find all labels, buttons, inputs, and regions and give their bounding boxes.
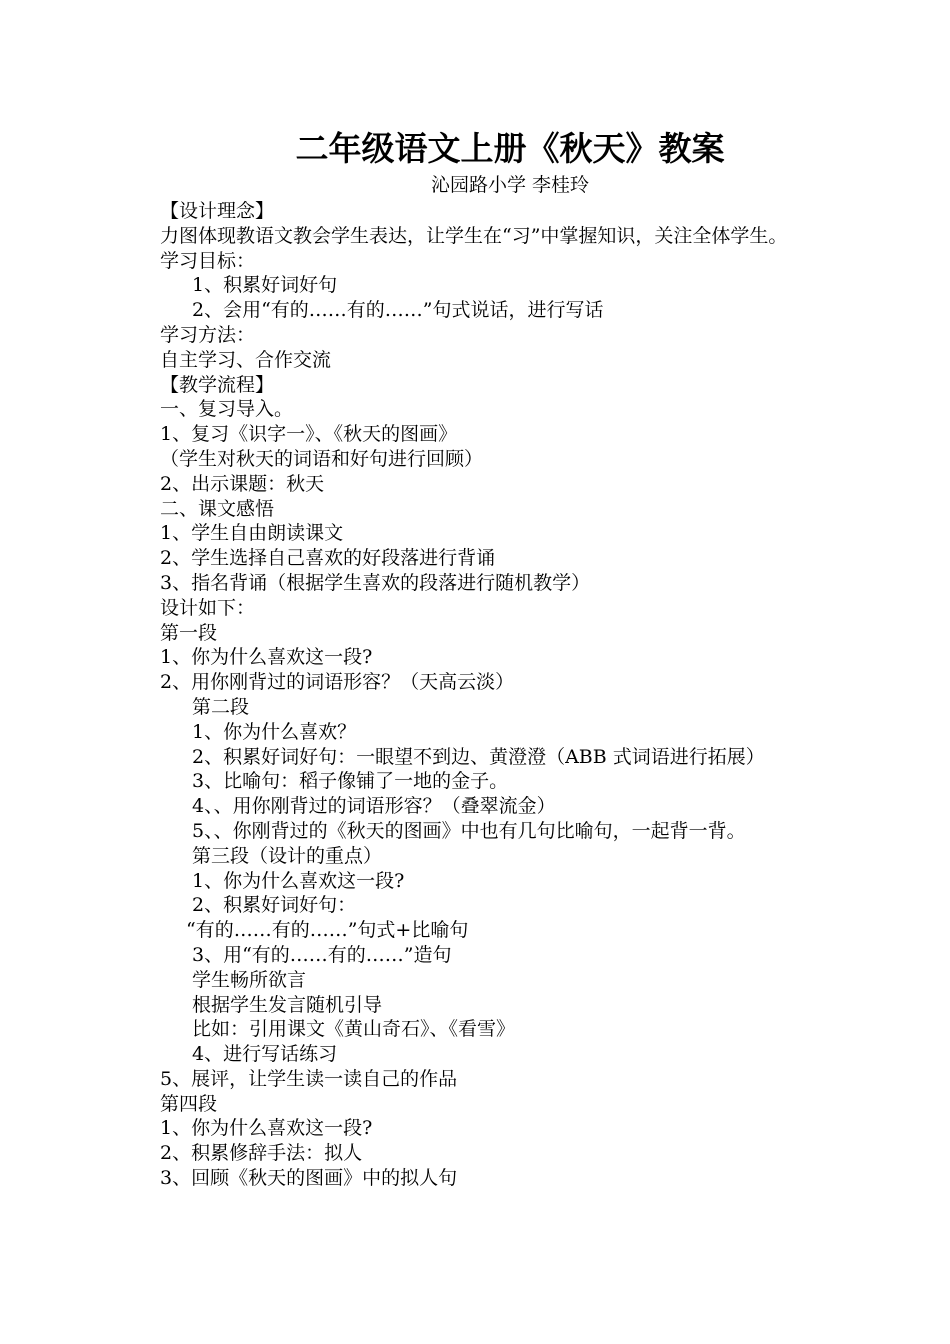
text-line: 3、回顾《秋天的图画》中的拟人句 (160, 1167, 458, 1190)
text-line: 2、出示课题：秋天 (160, 472, 325, 495)
text-line: 4、进行写话练习 (192, 1043, 338, 1066)
text-line: 学习方法： (160, 323, 256, 346)
text-line: 5、、你刚背过的《秋天的图画》中也有几句比喻句，一起背一背。 (192, 819, 746, 842)
text-line: 1、你为什么喜欢这一段? (160, 1117, 373, 1140)
document-body (0, 199, 950, 1191)
text-line: 【教学流程】 (160, 373, 275, 396)
text-line: 1、积累好词好句 (192, 274, 338, 297)
text-line: 二、课文感悟 (160, 497, 275, 520)
text-line: 设计如下： (160, 596, 256, 619)
text-line: 1、你为什么喜欢这一段? (160, 646, 373, 669)
text-line: 第四段 (160, 1092, 218, 1115)
text-line: 1、复习《识字一》、《秋天的图画》 (160, 423, 458, 446)
text-line: 2、积累修辞手法：拟人 (160, 1142, 363, 1165)
text-line: 2、积累好词好句： (192, 894, 357, 917)
text-line: 学习目标： (160, 249, 256, 272)
text-line: 2、会用“有的……有的……”句式说话，进行写话 (192, 299, 604, 322)
text-line: 3、用“有的……有的……”造句 (192, 943, 452, 966)
text-line: 3、指名背诵（根据学生喜欢的段落进行随机教学） (160, 571, 591, 594)
text-line: （学生对秋天的词语和好句进行回顾） (160, 447, 484, 470)
text-line: 1、你为什么喜欢？ (192, 720, 357, 743)
paragraph: 力图体现教语文教会学生表达，让学生在“习”中掌握知识，关注全体学生。 (160, 224, 788, 247)
text-line: 【设计理念】 (160, 200, 275, 222)
text-line: 一、复习导入。 (160, 398, 294, 421)
text-line: “有的……有的……”句式+比喻句 (186, 919, 469, 942)
text-line: 1、学生自由朗读课文 (160, 522, 344, 545)
text-line: 比如：引用课文《黄山奇石》、《看雪》 (192, 1018, 516, 1041)
text-line: 第三段（设计的重点） (192, 844, 383, 867)
text-line: 第二段 (192, 695, 250, 718)
text-line: 第一段 (160, 621, 218, 644)
document-title: 二年级语文上册《秋天》教案 (295, 129, 725, 168)
text-line: 1、你为什么喜欢这一段? (192, 869, 405, 892)
text-line: 根据学生发言随机引导 (192, 993, 383, 1016)
text-line: 5、展评，让学生读一读自己的作品 (160, 1067, 458, 1090)
text-line: 3、比喻句：稻子像铺了一地的金子。 (192, 770, 509, 793)
text-line: 2、学生选择自己喜欢的好段落进行背诵 (160, 547, 496, 570)
text-line: 自主学习、合作交流 (160, 348, 332, 371)
text-line: 2、用你刚背过的词语形容？（天高云淡） (160, 671, 515, 694)
text-line: 4、、用你刚背过的词语形容？（叠翠流金） (192, 795, 556, 818)
text-line: 学生畅所欲言 (192, 968, 307, 991)
text-line: 2、积累好词好句：一眼望不到边、黄澄澄（ABB 式词语进行拓展） (192, 745, 765, 768)
author-line: 沁园路小学 李桂玲 (430, 174, 590, 196)
